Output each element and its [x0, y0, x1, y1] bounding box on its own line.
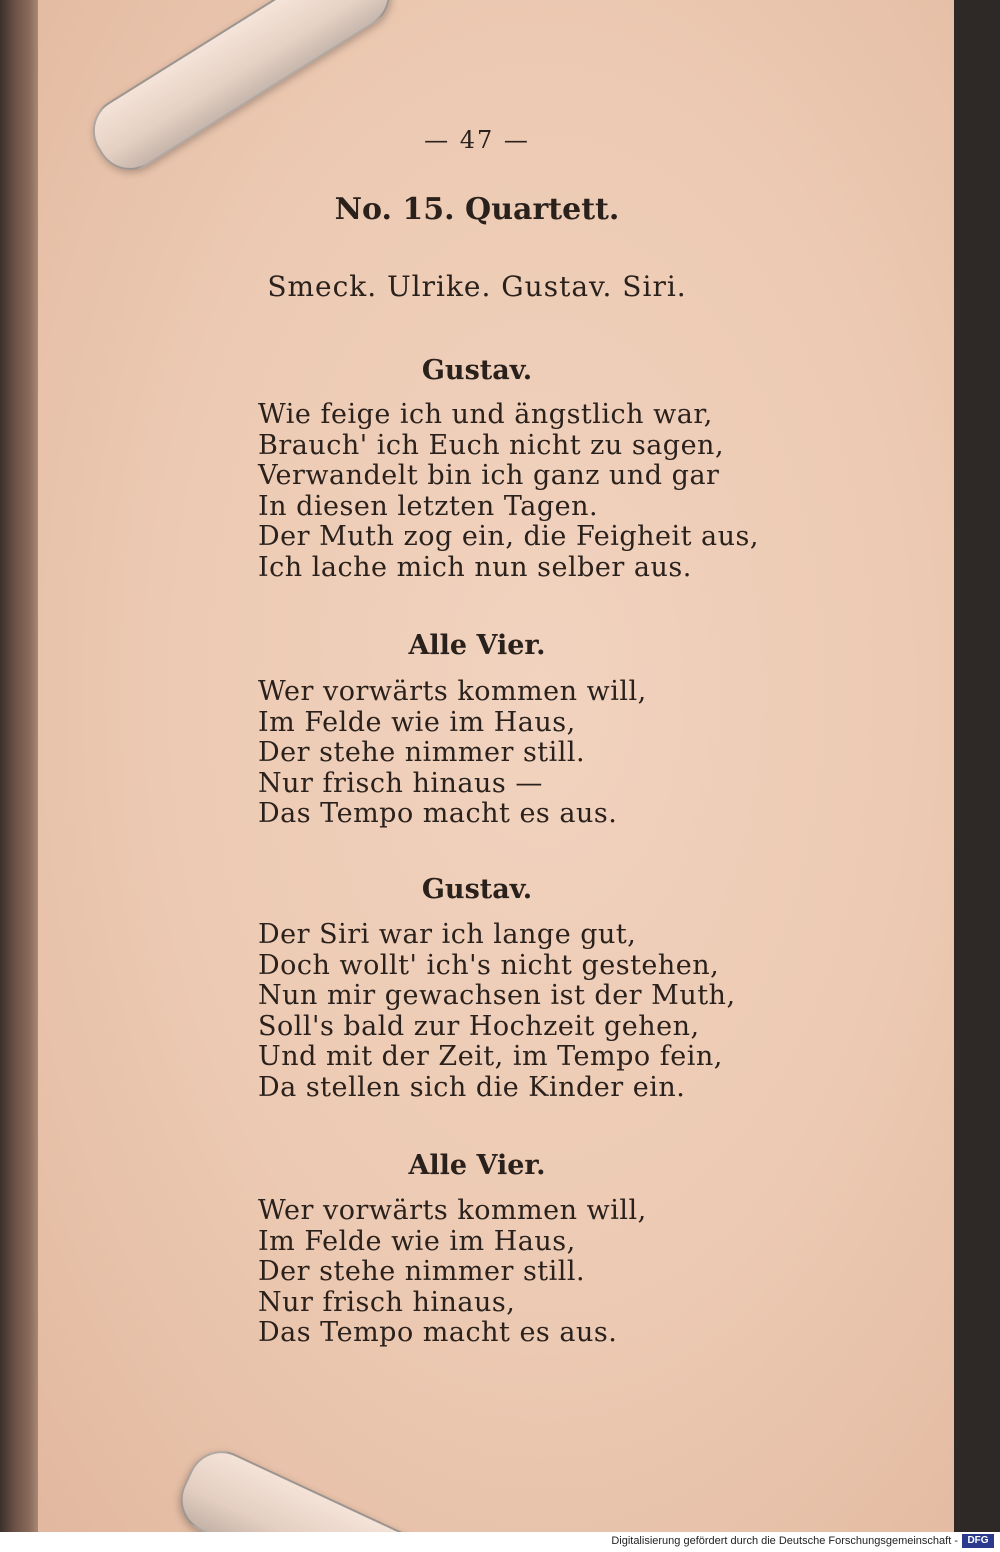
verse-line: Soll's bald zur Hochzeit gehen, — [258, 1010, 700, 1042]
verse-line: Verwandelt bin ich ganz und gar — [258, 460, 720, 491]
verse-line: Da stellen sich die Kinder ein. — [258, 1071, 686, 1103]
verse-line: Und mit der Zeit, im Tempo fein, — [258, 1041, 723, 1072]
verse-line: Wer vorwärts kommen will, — [258, 1195, 647, 1226]
verse-stanza — [258, 400, 759, 583]
verse-line: Wie feige ich und ängstlich war, — [258, 399, 713, 430]
verse-stanza — [258, 1196, 647, 1349]
piece-title: No. 15. Quartett. — [334, 192, 620, 227]
cast-list: Smeck. Ulrike. Gustav. Siri. — [267, 270, 687, 303]
verse-line: Doch wollt' ich's nicht gestehen, — [258, 949, 720, 981]
verse-line: Im Felde wie im Haus, — [258, 1225, 576, 1257]
funding-credit: Digitalisierung gefördert durch die Deutsche Forschungsgemeinschaft - — [611, 1535, 958, 1547]
verse-line: Wer vorwärts kommen will, — [258, 676, 647, 707]
verse-line: Das Tempo macht es aus. — [258, 798, 618, 829]
verse-line: In diesen letzten Tagen. — [258, 490, 599, 522]
speaker-heading: Gustav. — [421, 355, 533, 386]
verse-line: Das Tempo macht es aus. — [258, 1317, 618, 1348]
verse-line: Der stehe nimmer still. — [258, 737, 586, 768]
verse-line: Brauch' ich Euch nicht zu sagen, — [258, 429, 725, 461]
verse-line: Der Muth zog ein, die Feigheit aus, — [258, 521, 759, 552]
dfg-logo: DFG — [962, 1534, 994, 1548]
verse-line: Der Siri war ich lange gut, — [258, 919, 637, 950]
verse-line: Ich lache mich nun selber aus. — [258, 551, 692, 583]
verse-line: Nur frisch hinaus, — [258, 1286, 516, 1318]
speaker-heading: Gustav. — [421, 874, 533, 905]
verse-line: Nun mir gewachsen ist der Muth, — [258, 980, 736, 1011]
speaker-heading: Alle Vier. — [408, 630, 546, 661]
speaker-heading: Alle Vier. — [408, 1150, 546, 1181]
book-spine — [0, 0, 42, 1532]
verse-line: Der stehe nimmer still. — [258, 1256, 586, 1287]
page-edge — [954, 0, 1000, 1532]
verse-stanza — [258, 677, 647, 830]
digitization-footer — [0, 1532, 1000, 1552]
verse-line: Im Felde wie im Haus, — [258, 706, 576, 738]
verse-stanza — [258, 920, 736, 1103]
verse-line: Nur frisch hinaus — — [258, 767, 543, 799]
page-number: — 47 — — [424, 126, 530, 154]
